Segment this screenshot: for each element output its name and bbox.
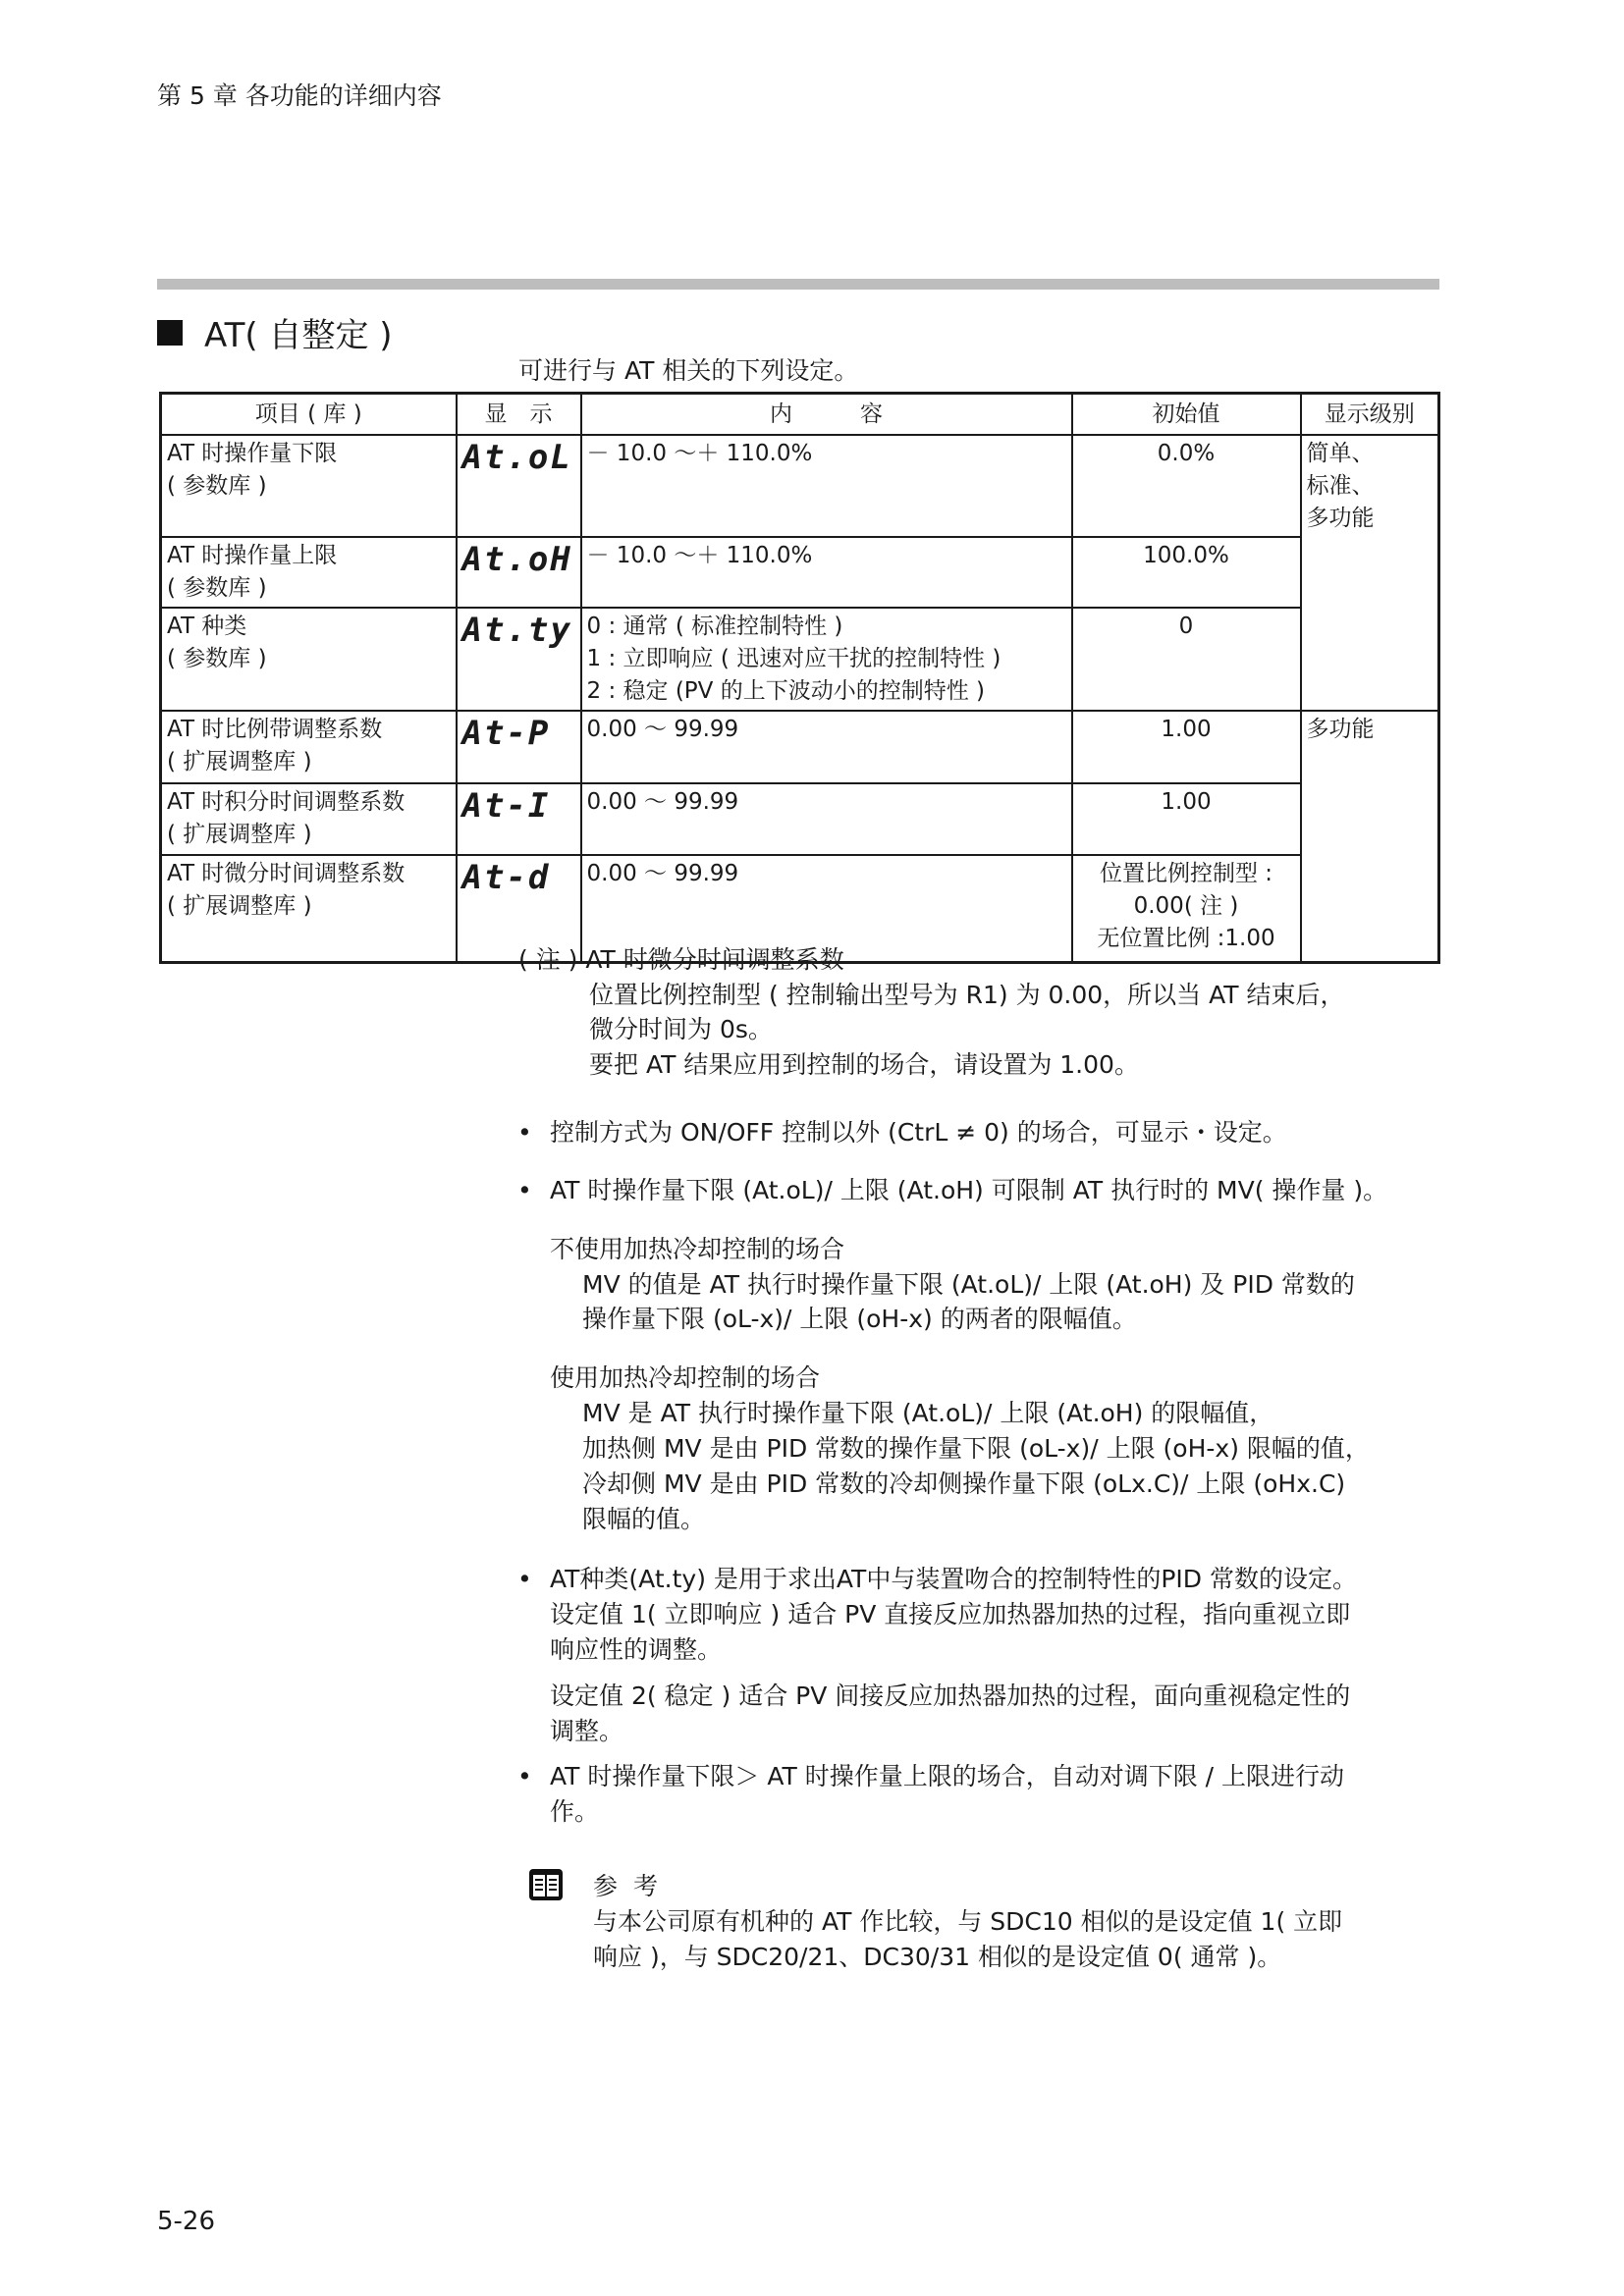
body-line: MV 是 AT 执行时操作量下限 (At.oL)/ 上限 (At.oH) 的限幅值， [582, 1399, 1274, 1427]
segment-display: At.oL [461, 438, 572, 477]
bullet-text: AT 时操作量下限＞ AT 时操作量上限的场合，自动对调下限 / 上限进行动 [550, 1762, 1345, 1790]
body-line: 设定值 2( 稳定 ) 适合 PV 间接反应加热器加热的过程，面向重视稳定性的 [550, 1682, 1351, 1710]
content-cell: 0.00 ～ 99.99 [581, 711, 1072, 783]
reference-line: 与本公司原有机种的 AT 作比较，与 SDC10 相似的是设定值 1( 立即 [593, 1907, 1343, 1936]
body-line: 响应性的调整。 [550, 1635, 723, 1664]
parameter-table [159, 392, 1440, 964]
bullet-dot-icon: • [517, 1762, 532, 1790]
bullet-dot-icon: • [517, 1565, 532, 1593]
segment-display: At-P [461, 714, 551, 753]
content-cell: － 10.0 ～＋ 110.0% [581, 537, 1072, 608]
header-display: 显 示 [457, 394, 581, 436]
table-row [161, 783, 1439, 855]
display-cell [457, 608, 581, 711]
body-line: 加热侧 MV 是由 PID 常数的操作量下限 (oL-x)/ 上限 (oH-x) 限幅的值， [582, 1434, 1370, 1463]
header-level: 显示级别 [1301, 394, 1439, 436]
content-cell: 0 : 通常 ( 标准控制特性 ) 1 : 立即响应 ( 迅速对应干扰的控制特性 ) 2 : 稳定 (PV 的上下波动小的控制特性 ) [581, 608, 1072, 711]
display-cell [457, 435, 581, 537]
level-cell-empty [1301, 537, 1439, 608]
initial-cell: 0 [1072, 608, 1301, 711]
note-title: ( 注 ) AT 时微分时间调整系数 [518, 945, 844, 974]
body-line: 作。 [550, 1797, 600, 1826]
reference-title: 参 考 [593, 1872, 662, 1900]
bullet-item [517, 1759, 1345, 1794]
square-bullet-icon [157, 320, 183, 346]
bullet-text: AT种类(At.ty) 是用于求出AT中与装置吻合的控制特性的PID 常数的设定。 [550, 1565, 1357, 1593]
section-divider [157, 279, 1439, 290]
bullet-item [517, 1562, 1357, 1597]
table-row [161, 608, 1439, 711]
table-row [161, 711, 1439, 783]
body-line: 操作量下限 (oL-x)/ 上限 (oH-x) 的两者的限幅值。 [582, 1305, 1137, 1333]
initial-cell: 0.0% [1072, 435, 1301, 537]
item-cell: AT 时微分时间调整系数 ( 扩展调整库 ) [161, 855, 457, 962]
bullet-text: 控制方式为 ON/OFF 控制以外 (CtrL ≠ 0) 的场合，可显示・设定。 [550, 1118, 1287, 1147]
table-row [161, 537, 1439, 608]
subheading: 使用加热冷却控制的场合 [550, 1363, 821, 1392]
bullet-item [517, 1115, 1287, 1150]
body-line: MV 的值是 AT 执行时操作量下限 (At.oL)/ 上限 (At.oH) 及 PID 常数的 [582, 1270, 1355, 1299]
section-title [157, 308, 393, 356]
body-line: 设定值 1( 立即响应 ) 适合 PV 直接反应加热器加热的过程，指向重视立即 [550, 1600, 1351, 1629]
item-cell: AT 时比例带调整系数 ( 扩展调整库 ) [161, 711, 457, 783]
item-cell: AT 种类 ( 参数库 ) [161, 608, 457, 711]
initial-cell: 100.0% [1072, 537, 1301, 608]
bullet-dot-icon: • [517, 1176, 532, 1204]
table-header-row [161, 394, 1439, 436]
body-line: 冷却侧 MV 是由 PID 常数的冷却侧操作量下限 (oLx.C)/ 上限 (oHx.C) [582, 1469, 1346, 1498]
content-cell: － 10.0 ～＋ 110.0% [581, 435, 1072, 537]
table-row [161, 435, 1439, 537]
book-icon [528, 1868, 564, 1901]
initial-cell: 位置比例控制型 : 0.00( 注 ) 无位置比例 :1.00 [1072, 855, 1301, 962]
chapter-header: 第 5 章 各功能的详细内容 [157, 81, 442, 110]
subheading: 不使用加热冷却控制的场合 [550, 1235, 845, 1263]
segment-display: At.ty [461, 611, 572, 650]
section-intro: 可进行与 AT 相关的下列设定。 [518, 356, 859, 385]
bullet-text: AT 时操作量下限 (At.oL)/ 上限 (At.oH) 可限制 AT 执行时的 MV( 操作量 )。 [550, 1176, 1388, 1204]
level-cell-empty [1301, 783, 1439, 855]
segment-display: At-I [461, 786, 551, 826]
level-cell: 多功能 [1301, 711, 1439, 783]
level-cell-empty [1301, 608, 1439, 711]
segment-display: At.oH [461, 540, 572, 579]
level-cell: 简单、 标准、 多功能 [1301, 435, 1439, 537]
header-initial: 初始值 [1072, 394, 1301, 436]
bullet-item [517, 1173, 1388, 1208]
display-cell [457, 537, 581, 608]
content-cell: 0.00 ～ 99.99 [581, 783, 1072, 855]
section-title-text: AT( 自整定 ) [204, 316, 393, 355]
display-cell [457, 783, 581, 855]
header-content: 内 容 [581, 394, 1072, 436]
reference-line: 响应 )，与 SDC20/21、DC30/31 相似的是设定值 0( 通常 )。 [593, 1943, 1282, 1971]
level-cell-empty [1301, 855, 1439, 962]
display-cell [457, 711, 581, 783]
page-number: 5-26 [157, 2207, 216, 2236]
note-line: 微分时间为 0s。 [589, 1015, 773, 1043]
body-line: 调整。 [550, 1717, 624, 1745]
item-cell: AT 时操作量上限 ( 参数库 ) [161, 537, 457, 608]
body-line: 限幅的值。 [582, 1505, 706, 1533]
note-line: 位置比例控制型 ( 控制输出型号为 R1) 为 0.00，所以当 AT 结束后， [589, 981, 1345, 1009]
note-line: 要把 AT 结果应用到控制的场合，请设置为 1.00。 [589, 1050, 1139, 1079]
bullet-dot-icon: • [517, 1118, 532, 1147]
initial-cell: 1.00 [1072, 711, 1301, 783]
initial-cell: 1.00 [1072, 783, 1301, 855]
header-item: 项目 ( 库 ) [161, 394, 457, 436]
item-cell: AT 时操作量下限 ( 参数库 ) [161, 435, 457, 537]
segment-display: At-d [461, 858, 551, 897]
item-cell: AT 时积分时间调整系数 ( 扩展调整库 ) [161, 783, 457, 855]
content-cell: 0.00 ～ 99.99 [581, 855, 1072, 962]
